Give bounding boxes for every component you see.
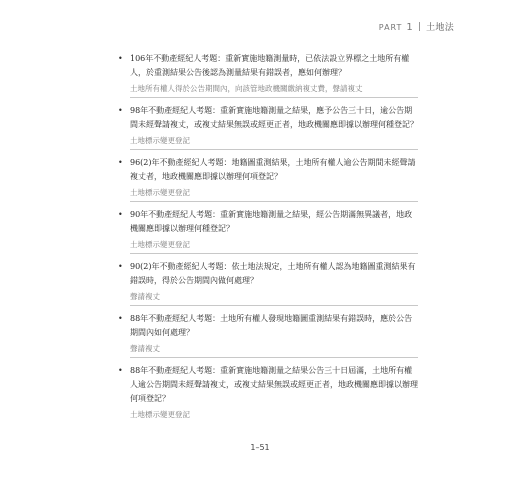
bullet-icon: • (118, 210, 123, 219)
answer-text: 土地標示變更登記 (130, 239, 418, 254)
running-header (379, 20, 454, 33)
answer-text: 土地標示變更登記 (130, 135, 418, 150)
question-text: 88年不動產經紀人考題：重新實施地籍測量之結果公告三十日屆滿，土地所有權人逾公告期間未經聲請複丈，或複丈結果無誤或經更正者，地政機關應即據以辦理何項登記？ (130, 366, 418, 403)
question-text: 88年不動產經紀人考題：土地所有權人發現地籍圖重測結果有錯誤時，應於公告期間內如何處理？ (130, 314, 413, 337)
qa-item (118, 52, 418, 98)
bullet-icon: • (118, 262, 123, 271)
question (118, 260, 418, 288)
bullet-icon: • (118, 54, 123, 63)
qa-item (118, 156, 418, 202)
question (118, 312, 418, 340)
qa-item (118, 104, 418, 150)
question (118, 156, 418, 184)
question-text: 98年不動產經紀人考題：重新實施地籍測量之結果，應予公告三十日，逾公告期間未經聲請複丈，或複丈結果無誤或經更正者，地政機關應即據以辦理何種登記？ (130, 106, 418, 129)
answer-text: 土地標示變更登記 (130, 187, 418, 202)
question-text: 90(2)年不動產經紀人考題：依土地法規定，土地所有權人認為地籍圖重測結果有錯誤時，得於公告期間內做何處理？ (130, 262, 416, 285)
qa-item (118, 364, 418, 423)
qa-item (118, 312, 418, 358)
bullet-icon: • (118, 314, 123, 323)
question (118, 104, 418, 132)
part-label: PART (378, 23, 403, 32)
answer-text: 土地所有權人得於公告期間內，向該管地政機關繳納複丈費，聲請複丈 (130, 83, 418, 98)
qa-list (118, 52, 418, 429)
question-text: 90年不動產經紀人考題：重新實施地籍測量之結果，經公告期滿無異議者，地政機關應即據以辦理何種登記？ (130, 210, 413, 233)
question-text: 96(2)年不動產經紀人考題：地籍圖重測結果，土地所有權人逾公告期間未經聲請複丈者，地政機關應即據以辦理何項登記？ (130, 158, 416, 181)
bullet-icon: • (118, 366, 123, 375)
bullet-icon: • (118, 106, 123, 115)
part-number: 1 (406, 22, 414, 33)
answer-text: 聲請複丈 (130, 291, 418, 306)
question (118, 208, 418, 236)
page-number: 1–51 (250, 443, 270, 452)
header-divider (419, 22, 420, 31)
qa-item (118, 208, 418, 254)
question (118, 364, 418, 406)
question (118, 52, 418, 80)
answer-text: 聲請複丈 (130, 343, 418, 358)
chapter-title: 土地法 (426, 23, 454, 33)
answer-text: 土地標示變更登記 (130, 410, 190, 419)
bullet-icon: • (118, 158, 123, 167)
question-text: 106年不動產經紀人考題：重新實施地籍測量時，已依法設立界標之土地所有權人，於重測結果公告後認為測量結果有錯誤者，應如何辦理？ (130, 54, 410, 77)
qa-item (118, 260, 418, 306)
